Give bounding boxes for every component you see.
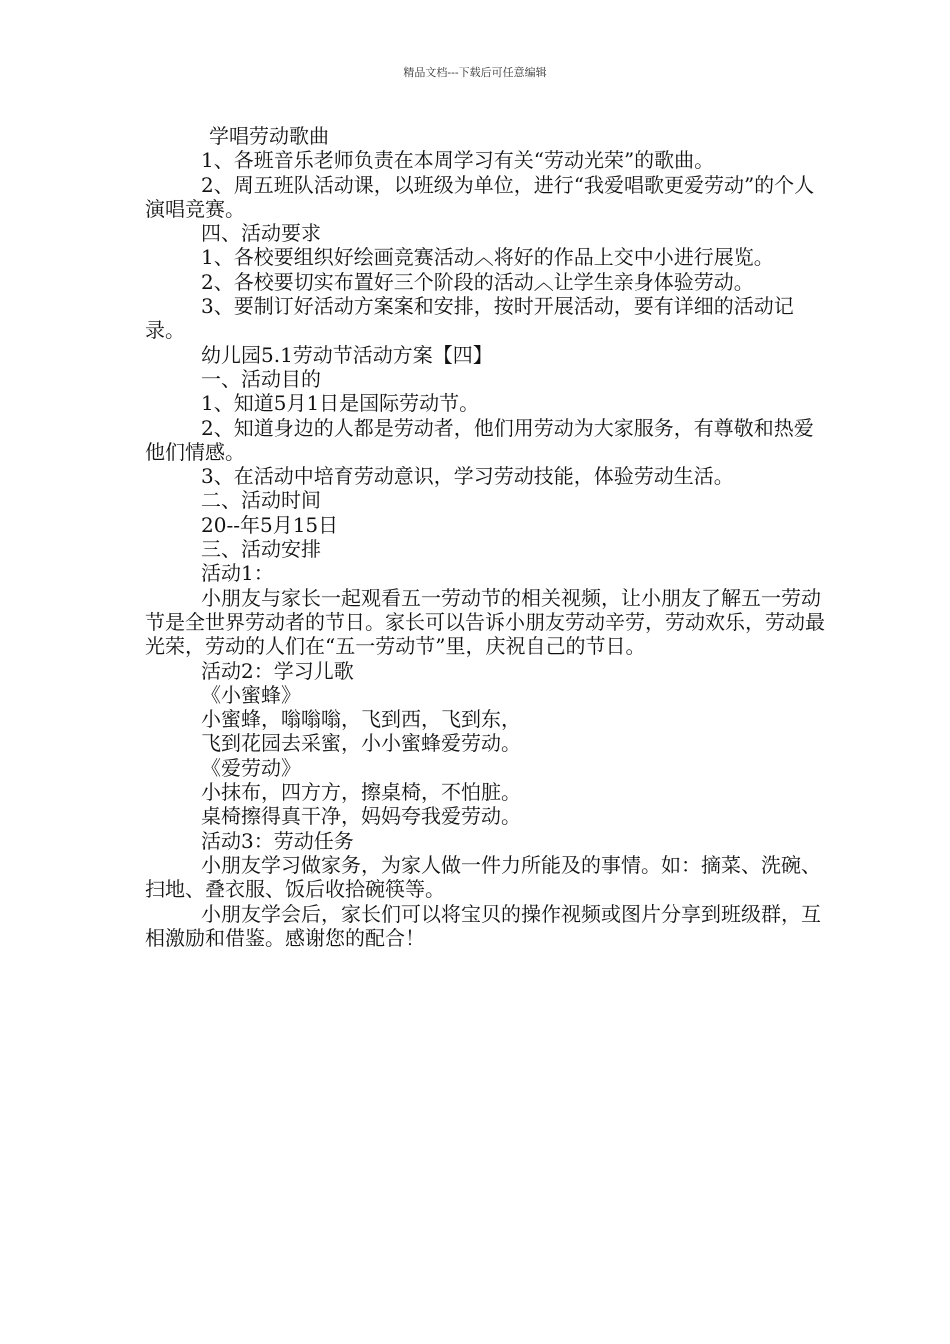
paragraph: 1、各班音乐老师负责在本周学习有关“劳动光荣”的歌曲。 — [201, 148, 715, 173]
section-heading: 一、活动目的 — [201, 366, 321, 391]
activity-heading: 活动2：学习儿歌 — [201, 658, 354, 683]
paragraph: 小朋友学会后，家长们可以将宝贝的操作视频或图片分享到班级群，互相激励和借鉴。感谢您的配合！ — [145, 901, 821, 950]
activity-heading: 活动3：劳动任务 — [201, 828, 354, 853]
song-line: 小抹布，四方方，擦桌椅，不怕脏。 — [201, 780, 521, 805]
paragraph: 1、各校要组织好绘画竞赛活动︿将好的作品上交中小进行展览。 — [201, 245, 774, 270]
song-line: 飞到花园去采蜜，小小蜜蜂爱劳动。 — [201, 731, 521, 756]
paragraph: 小朋友学习做家务，为家人做一件力所能及的事情。如：摘菜、洗碗、扫地、叠衣服、饭后收拾碗筷等。 — [145, 852, 821, 902]
paragraph: 3、在活动中培育劳动意识，学习劳动技能，体验劳动生活。 — [201, 464, 734, 489]
paragraph: 学唱劳动歌曲 — [209, 124, 329, 148]
song-title: 《爱劳动》 — [201, 755, 301, 780]
document-title: 幼儿园5.1劳动节活动方案【四】 — [201, 342, 493, 367]
paragraph: 2、周五班队活动课，以班级为单位，进行“我爱唱歌更爱劳动”的个人演唱竞赛。 — [145, 172, 815, 221]
document-body — [145, 124, 825, 950]
paragraph: 20--年5月15日 — [201, 512, 339, 537]
paragraph: 2、各校要切实布置好三个阶段的活动︿让学生亲身体验劳动。 — [201, 269, 754, 294]
paragraph: 1、知道5月1日是国际劳动节。 — [201, 391, 480, 416]
paragraph: 2、知道身边的人都是劳动者，他们用劳动为大家服务，有尊敬和热爱他们情感。 — [145, 415, 814, 464]
paragraph: 小朋友与家长一起观看五一劳动节的相关视频，让小朋友了解五一劳动节是全世界劳动者的节日。家长可以告诉小朋友劳动辛劳，劳动欢乐，劳动最光荣，劳动的人们在“五一劳动节”里，庆祝自己的节日。 — [145, 585, 825, 659]
song-title: 《小蜜蜂》 — [201, 682, 301, 707]
section-heading: 三、活动安排 — [201, 537, 321, 562]
section-heading: 二、活动时间 — [201, 488, 321, 513]
song-line: 小蜜蜂，嗡嗡嗡，飞到西，飞到东， — [201, 707, 521, 732]
song-line: 桌椅擦得真干净，妈妈夸我爱劳动。 — [201, 804, 521, 829]
activity-heading: 活动1： — [201, 561, 274, 586]
section-heading: 四、活动要求 — [201, 221, 321, 246]
paragraph: 3、要制订好活动方案案和安排，按时开展活动，要有详细的活动记录。 — [145, 294, 794, 343]
page-header: 精品文档---下载后可任意编辑 — [403, 66, 547, 79]
